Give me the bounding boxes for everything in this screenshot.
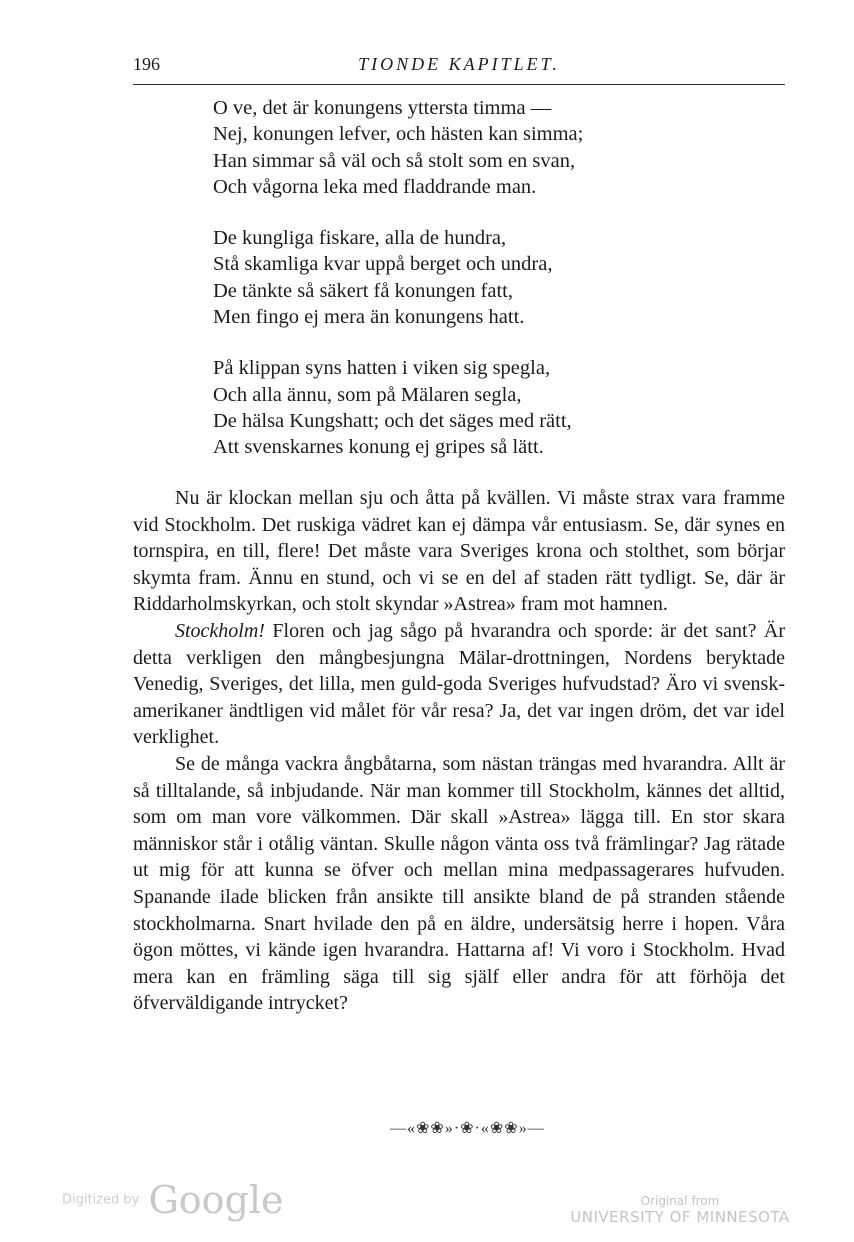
poem-line: De kungliga fiskare, alla de hundra, [213, 227, 507, 250]
poem-line: Nej, konungen lefver, och hästen kan simma; [213, 123, 584, 146]
poem-line: Han simmar så väl och så stolt som en svan, [213, 149, 576, 172]
poem-line: Och vågorna leka med fladdrande man. [213, 175, 537, 198]
header-rule [133, 84, 785, 85]
poem-line: Stå skamliga kvar uppå berget och undra, [213, 253, 553, 276]
poem-line: Att svenskarnes konung ej gripes så lätt. [213, 436, 544, 459]
institution-name: UNIVERSITY OF MINNESOTA [570, 1208, 790, 1226]
poem-stanza-1 [213, 95, 773, 200]
original-from-watermark [566, 1194, 794, 1226]
poem-line: På klippan syns hatten i viken sig spegla, [213, 357, 551, 380]
digitized-by-label: Digitized by [62, 1192, 140, 1208]
paragraph-3: Se de många vackra ångbåtarna, som nästan trängas med hvarandra. Allt är så tilltalande, så inbjudande. När man kommer till Stockholm, kännes det alltid, som om man vore välkommen. Där skall »Astrea» lägga till. En stor skara människor står i otålig väntan. Skulle någon vänta oss två främlingar? Jag rätade ut mig för att kunna se öfver och mellan mina medpassagerares hufvuden. Spanande ilade blicken från ansikte till ansikte bland de på stranden stående stockholmarna. Snart hvilade den på en äldre, undersätsig herre i hopen. Våra ögon möttes, vi kände igen hvarandra. Hattarna af! Vi voro i Stockholm. Hvad mera kan en främling säga till sig själf eller andra för att förhöja det öfverväldigande intrycket? [133, 752, 785, 1015]
poem-line: O ve, det är konungens yttersta timma — [213, 97, 552, 119]
paragraph-2-italic: Stockholm! [175, 619, 265, 642]
digitized-by-watermark [62, 1178, 284, 1222]
page-number: 196 [133, 54, 160, 74]
poem-stanza-3 [213, 355, 773, 460]
paragraph-2-text: Floren och jag sågo på hvarandra och sporde: är det sant? Är detta verkligen den mångbesjungna Mälar-drottningen, Nordens beryktade Venedig, Sveriges, det lilla, men guld-goda Sveriges hufvudstad? Äro vi svensk-amerikaner ändtligen vid målet för vår resa? Ja, det var ingen dröm, det var idel verklighet. [133, 619, 785, 749]
poem-line: De tänkte så säkert få konungen fatt, [213, 279, 513, 302]
ornament-divider: —«❀❀»·❀·«❀❀»— [390, 1120, 545, 1137]
poem-line: Men fingo ej mera än konungens hatt. [213, 306, 525, 329]
paragraph-2 [133, 618, 785, 751]
paragraph-1: Nu är klockan mellan sju och åtta på kvällen. Vi måste strax vara framme vid Stockholm. Det ruskiga vädret kan ej dämpa vår entusiasm. Se, där synes en tornspira, en till, flere! Det måste vara Sveriges krona och stolthet, som börjar skymta fram. Ännu en stund, och vi se en del af staden rätt tydligt. Se, där är Riddarholmskyrkan, och stolt skyndar »Astrea» fram mot hamnen. [133, 487, 785, 616]
poem [213, 95, 773, 486]
poem-line: Och alla ännu, som på Mälaren segla, [213, 383, 522, 406]
running-title: TIONDE KAPITLET. [358, 54, 560, 74]
google-logo: Google [148, 1178, 284, 1222]
poem-line: De hälsa Kungshatt; och det säges med rätt, [213, 409, 572, 432]
page-header [133, 54, 785, 84]
prose-body [133, 485, 785, 1017]
poem-stanza-2 [213, 225, 773, 330]
original-from-label: Original from [640, 1194, 720, 1208]
